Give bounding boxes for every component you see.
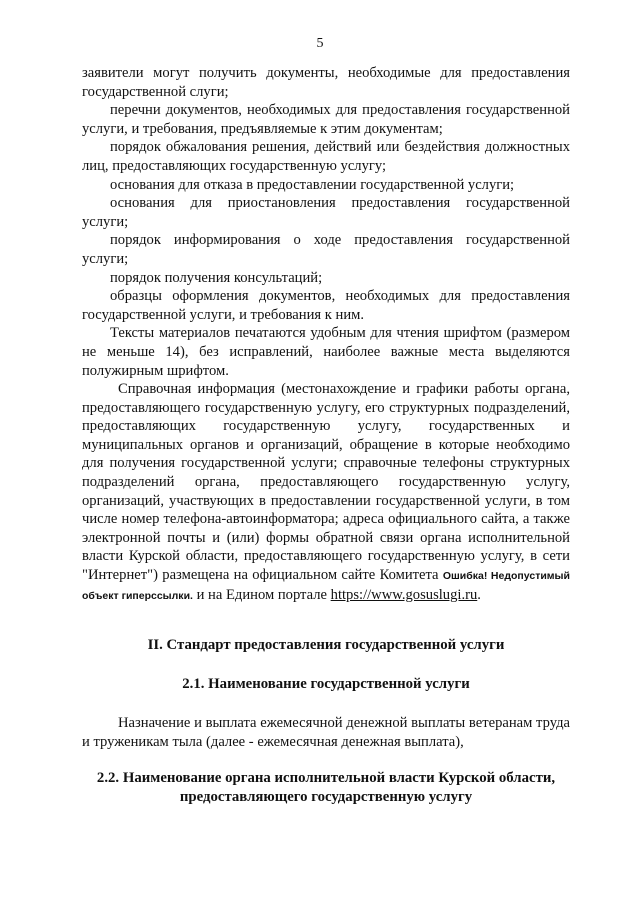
hyperlink-error-text: Ошибка! Недопустимый объект гиперссылки. [82,570,570,602]
reference-info-connector: и на Едином портале [196,586,327,603]
gosuslugi-link[interactable]: https://www.gosuslugi.ru [330,586,478,603]
page-number: 5 [316,36,324,51]
paragraph-refusal-grounds: основания для отказа в предоставлении государственной услуги; [110,176,515,193]
paragraph-font-requirements: Тексты материалов печатаются удобным для чтения шрифтом (размером не меньше 14), без исправлений, наиболее важные места выделяются полужирным шрифтом. [82,325,570,379]
subsection-1-text: Назначение и выплата ежемесячной денежной выплаты ветеранам труда и труженикам тыла (далее - ежемесячная денежная выплата), [82,715,570,750]
paragraph-applicants: заявители могут получить документы, необходимые для предоставления государственной слуги; [82,65,570,100]
paragraph-consultations: порядок получения консультаций; [110,269,323,286]
subsection-2-heading: 2.2. Наименование органа исполнительной власти Курской области, предоставляющего государственную услугу [96,770,556,806]
paragraph-reference-info [82,380,570,605]
subsection-1-heading: 2.1. Наименование государственной услуги [182,676,470,693]
paragraph-progress-info: порядок информирования о ходе предоставления государственной услуги; [82,232,570,267]
reference-info-text: Справочная информация (местонахождение и графики работы органа, предоставляющего государственную услугу, его структурных подразделений, предоставляющих государственную услугу, государственных и муниципальных органов и организаций, обращение в которые необходимо для получения государственной услуги; справочные телефоны структурных подразделений органа, предоставляющего государственную услугу, организаций, участвующих в предоставлении государственной услуги, в том числе номер телефона-автоинформатора; адреса официального сайта, а также электронной почты и (или) формы обратной связи органа исполнительной власти Курской области, предоставляющего государственную услугу, в сети "Интернет") размещена на официальном сайте Комитета [82,381,570,584]
paragraph-document-samples: образцы оформления документов, необходимых для предоставления государственной услуги, и требования к ним. [82,288,570,323]
reference-info-end: . [477,586,481,603]
section-heading: II. Стандарт предоставления государственной услуги [147,637,505,654]
document-body [82,64,570,807]
paragraph-appeal-procedure: порядок обжалования решения, действий или бездействия должностных лиц, предоставляющих государственную услугу; [82,139,570,174]
paragraph-suspension-grounds: основания для приостановления предоставления государственной услуги; [82,195,570,230]
paragraph-documents-list: перечни документов, необходимых для предоставления государственной услуги, и требования, предъявляемые к этим документам; [82,102,570,137]
